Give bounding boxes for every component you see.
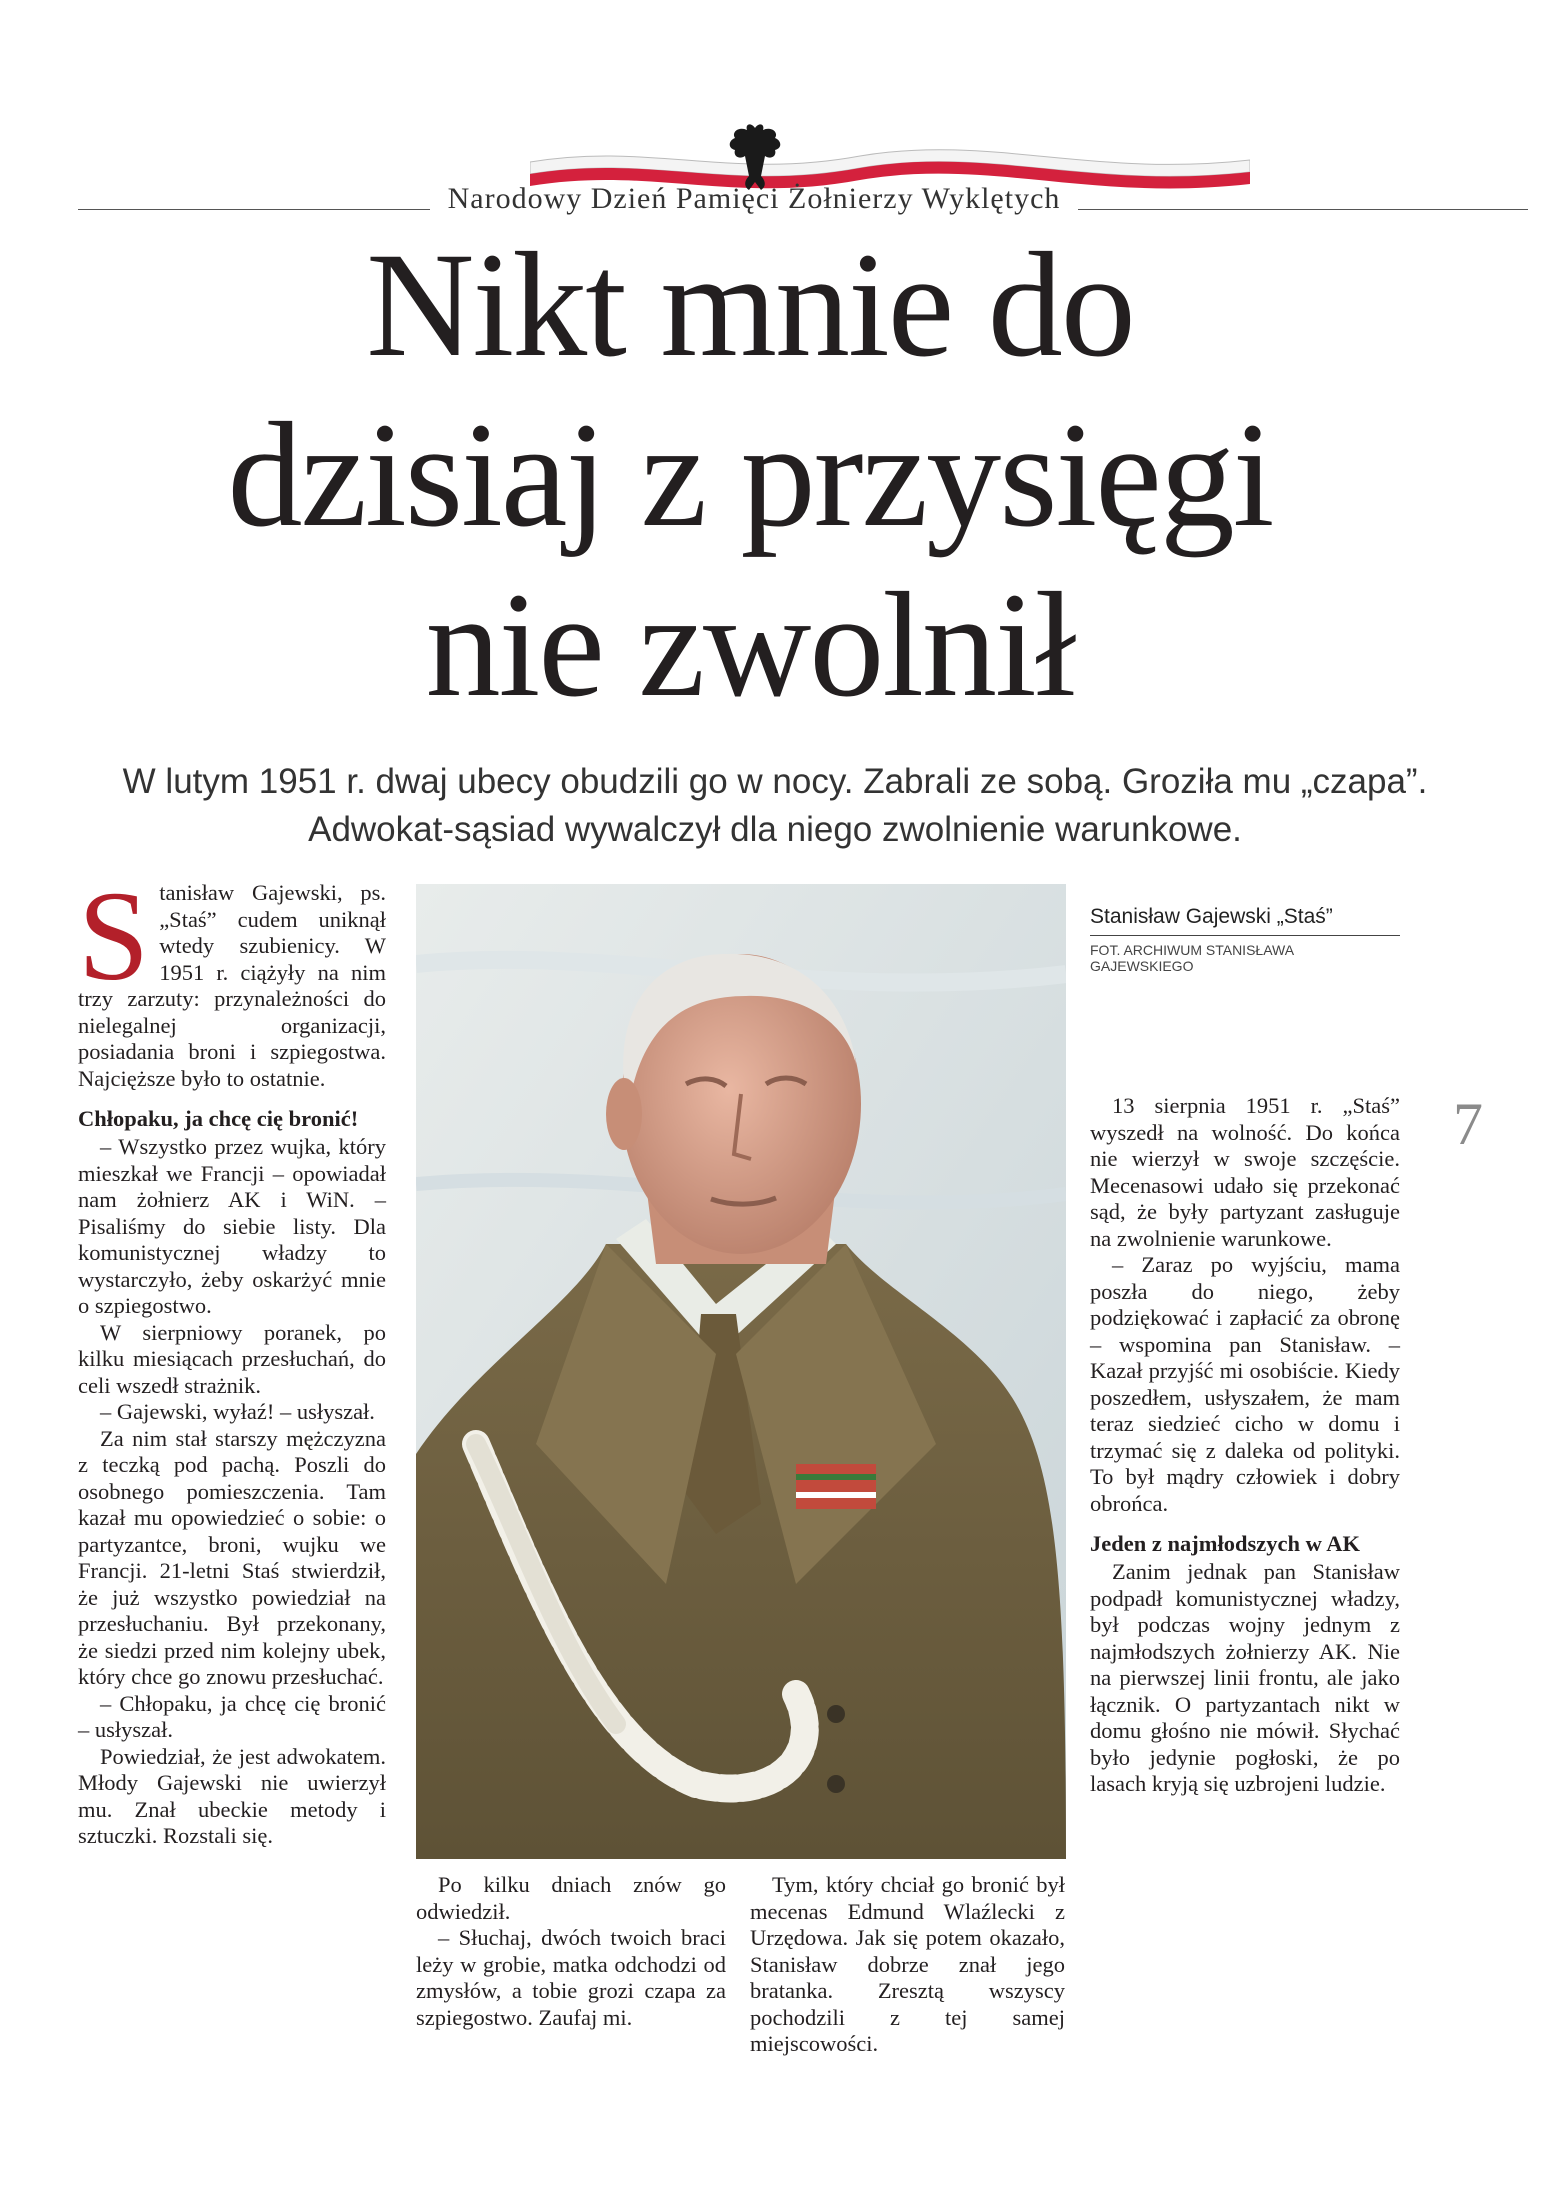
subheading: Chłopaku, ja chcę cię bronić! (78, 1106, 359, 1131)
header-rule-right (1078, 209, 1528, 210)
portrait-illustration (416, 884, 1066, 1859)
article-paragraph: 13 sierpnia 1951 r. „Staś” wyszedł na wolność. Do końca nie wierzył w swoje szczęście. Mecenasowi udało się przekonać sąd, że były partyzant zasługuje na zwolnienie warunkowe. (1090, 1093, 1400, 1251)
article-paragraph: Po kilku dniach znów go odwiedził. (416, 1872, 726, 1924)
article-paragraph: tanisław Gajewski, ps. „Staś” cudem uniknął wtedy szubienicy. W 1951 r. ciążyły na nim trzy zarzuty: przynależności do nielegalnej organizacji, posiadania broni i szpiegostwa. Najcięższe było to ostatnie. (78, 880, 386, 1091)
ear (606, 1078, 642, 1150)
article-paragraph: – Gajewski, wyłaź! – usłyszał. (100, 1399, 375, 1424)
page-number: 7 (1453, 1091, 1483, 1157)
lead (60, 758, 1490, 854)
subheading: Jeden z najmłodszych w AK (1090, 1531, 1360, 1556)
article-paragraph: – Chłopaku, ja chcę cię bronić – usłyszał. (78, 1690, 386, 1742)
headline (100, 220, 1400, 730)
article-paragraph: – Wszystko przez wujka, który mieszkał we Francji – opowiadał nam żołnierz AK i WiN. – Pisaliśmy do siebie listy. Dla komunistycznej władzy to wystarczyło, żeby oskarżyć mnie o szpiegostwo. (78, 1134, 386, 1318)
article-column-1 (78, 865, 386, 1850)
article-paragraph: Tym, który chciał go bronić był mecenas Edmund Wlaźlecki z Urzędowa. Jak się potem okazało, Stanisław dobrze znał jego bratanka. Zresztą wszyscy pochodzili z tej samej miejscowości. (750, 1872, 1065, 2056)
article-column-2 (416, 1872, 726, 2031)
drop-cap: S (78, 865, 150, 1007)
caption-name: Stanisław Gajewski „Staś” (1090, 905, 1400, 936)
section-label: Narodowy Dzień Pamięci Żołnierzy Wyklętych (447, 182, 1061, 215)
portrait-photo (416, 884, 1066, 1859)
header-rule-left (78, 209, 430, 210)
article-paragraph: Zanim jednak pan Stanisław podpadł komunistycznej władzy, był podczas wojny jednym z najmłodszych żołnierzy AK. Nie na pierwszej linii frontu, ale jako łącznik. O partyzantach nikt w domu głośno nie mówił. Słychać było jedynie pogłoski, że po lasach kryją się uzbrojeni ludzie. (1090, 1559, 1400, 1796)
photo-credit: FOT. ARCHIWUM STANISŁAWA GAJEWSKIEGO (1090, 942, 1294, 974)
article-paragraph: Za nim stał starszy mężczyzna z teczką pod pachą. Poszli do osobnego pomieszczenia. Tam kazał mu opowiedzieć o sobie: o partyzantce, broni, wujku we Francji. 21-letni Staś stwierdził, że już wszystko powiedział na przesłuchaniu. Był przekonany, że siedzi przed nim kolejny ubek, który chce go znowu przesłuchać. (78, 1425, 386, 1689)
headline-line-3: nie zwolnił (425, 562, 1075, 728)
headline-line-1: Nikt mnie do (366, 222, 1134, 388)
article-paragraph: – Słuchaj, dwóch twoich braci leży w grobie, matka odchodzi od zmysłów, a tobie grozi czapa za szpiegostwo. Zaufaj mi. (416, 1925, 726, 2030)
lead-line-1: W lutym 1951 r. dwaj ubecy obudzili go w nocy. Zabrali ze sobą. Groziła mu „czapa”. (122, 762, 1428, 801)
headline-line-2: dzisiaj z przysięgi (227, 392, 1273, 558)
ribbon-bar (796, 1464, 876, 1509)
article-paragraph: Powiedział, że jest adwokatem. Młody Gajewski nie uwierzył mu. Znał ubeckie metody i sztuczki. Rozstali się. (78, 1743, 386, 1848)
photo-caption (1090, 905, 1400, 974)
article-paragraph: W sierpniowy poranek, po kilku miesiącach przesłuchań, do celi wszedł strażnik. (78, 1319, 386, 1398)
lead-line-2: Adwokat-sąsiad wywalczył dla niego zwolnienie warunkowe. (308, 810, 1242, 849)
article-column-3 (750, 1872, 1065, 2058)
article-paragraph: – Zaraz po wyjściu, mama poszła do niego, żeby podziękować i zapłacić za obronę – wspomina pan Stanisław. – Kazał przyjść mi osobiście. Kiedy poszedłem, usłyszałem, że mam teraz siedzieć cicho w domu i trzymać się z daleka od polityki. To był mądry człowiek i dobry obrońca. (1090, 1252, 1400, 1516)
article-column-4 (1090, 1093, 1400, 1798)
